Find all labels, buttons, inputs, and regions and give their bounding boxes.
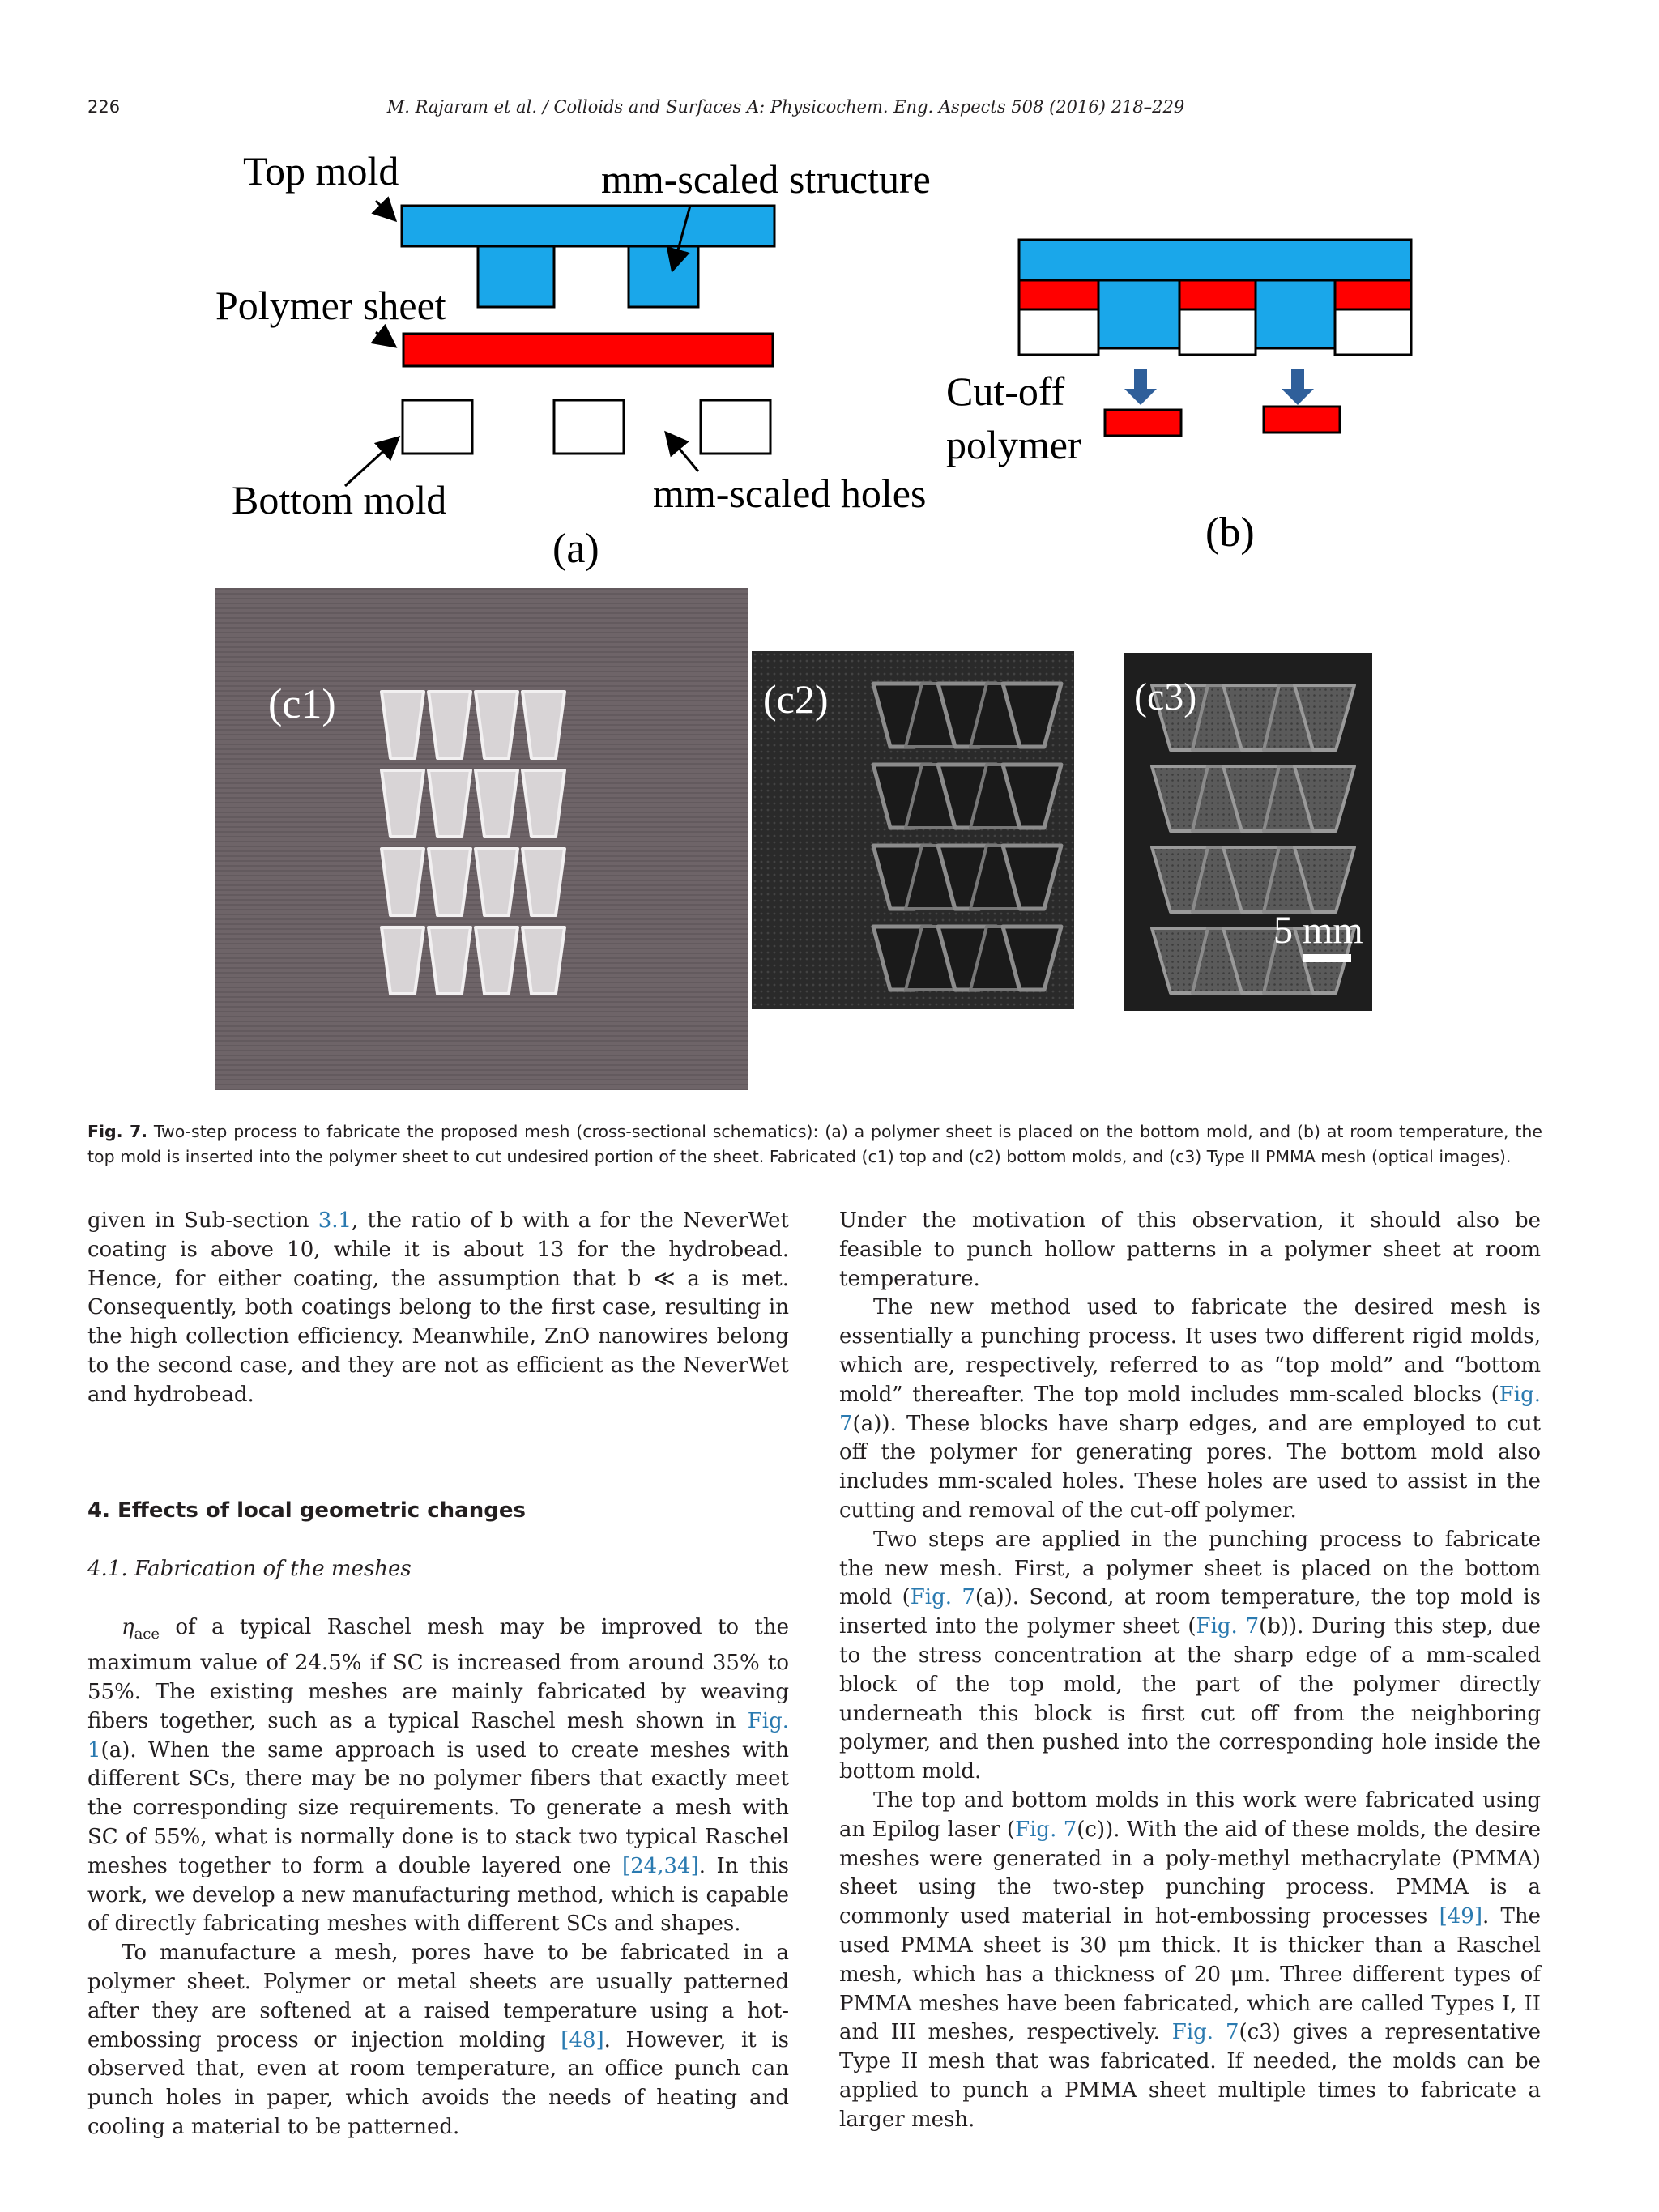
label-mm-scaled-structure: mm-scaled structure xyxy=(601,156,931,202)
trapezoid-mark xyxy=(429,849,471,915)
section-heading: 4. Effects of local geometric changes xyxy=(87,1498,526,1523)
b-bottom-mold-1 xyxy=(1019,309,1098,355)
trapezoid-mark xyxy=(476,927,518,994)
polymer-sheet xyxy=(403,334,773,366)
b-top-block-1 xyxy=(1098,280,1179,348)
running-title: M. Rajaram et al. / Colloids and Surfaces A: Physicochem. Eng. Aspects 508 (2016) 218–229 xyxy=(386,97,1185,117)
label-c2: (c2) xyxy=(763,676,829,722)
b-top-block-2 xyxy=(1256,280,1335,348)
down-arrow-icon xyxy=(1124,369,1157,405)
link-ref[interactable]: [49] xyxy=(1439,1904,1482,1929)
eta-symbol: η xyxy=(122,1615,134,1640)
photo-c2-bottom-mold xyxy=(752,651,1074,1009)
link-fig[interactable]: Fig. 7 xyxy=(1171,2020,1239,2045)
caption-label: Fig. 7. xyxy=(87,1122,147,1141)
b-polymer-segment-1 xyxy=(1019,280,1098,309)
link-ref[interactable]: [24,34] xyxy=(622,1853,699,1878)
link-ref[interactable]: [48] xyxy=(561,2027,604,2052)
trapezoid-mark xyxy=(429,692,471,758)
trapezoid-mark xyxy=(429,770,471,837)
text: (a). When the same approach is used to create meshes with different SCs, there may be no polymer fibers that exactly meet the corresponding size requirements. To generate a mesh with SC of 55%, what is normally done is to stack two typical Raschel meshes together to form a double layered one xyxy=(87,1737,789,1878)
text: (c3) gives a representative Type II mesh that was fabricated. If needed, the molds can be applied to punch a PMMA sheet multiple times to fabricate a larger mesh. xyxy=(839,2020,1541,2132)
b-polymer-segment-2 xyxy=(1179,280,1256,309)
top-mold-block-2 xyxy=(629,246,698,307)
link-subsection[interactable]: 3.1 xyxy=(318,1208,352,1233)
text: The new method used to fabricate the desired mesh is essentially a punching process. It uses two different rigid molds, which are, respectively, referred to as “top mold” and “bottom mold” thereafter. The top mold includes mm-scaled blocks ( xyxy=(839,1295,1541,1407)
label-polymer-sheet: Polymer sheet xyxy=(215,283,446,328)
label-top-mold: Top mold xyxy=(243,148,399,194)
right-column xyxy=(839,1207,1541,2135)
bottom-mold-block-2 xyxy=(554,400,624,454)
link-fig[interactable]: Fig. 1 xyxy=(87,1708,789,1762)
photo-c1-top-mold xyxy=(215,588,748,1090)
paragraph xyxy=(87,1939,789,2142)
paragraph: Under the motivation of this observation, it should also be feasible to punch hollow patterns in a polymer sheet at room temperature. xyxy=(839,1208,1541,1291)
b-polymer-segment-3 xyxy=(1335,280,1411,309)
label-bottom-mold: Bottom mold xyxy=(232,477,447,522)
text: given in Sub-section xyxy=(87,1208,318,1233)
paragraph xyxy=(839,1526,1541,1787)
trapezoid-mark xyxy=(476,770,518,837)
paragraph xyxy=(87,1207,789,1410)
arrow-top-mold xyxy=(376,201,395,220)
text: of a typical Raschel mesh may be improved to the maximum value of 24.5% if SC is increased from around 35% to 55%. The existing meshes are mainly fabricated by weaving fibers together, such as a typical Raschel mesh shown in xyxy=(87,1615,789,1733)
panel-label-b: (b) xyxy=(1205,509,1255,556)
text: (c)). With the aid of these molds, the desire meshes were generated in a poly-methyl methacrylate (PMMA) sheet using the two-step punching process. PMMA is a commonly used material in hot-embossing processes xyxy=(839,1817,1541,1929)
text: . The used PMMA sheet is 30 μm thick. It is thicker than a Raschel mesh, which has a thickness of 20 μm. Three different types of PMMA meshes have been fabricated, which are called Types I, II and III meshes, respectively. xyxy=(839,1904,1541,2045)
paragraph xyxy=(839,1787,1541,2135)
bottom-mold-block-1 xyxy=(403,400,472,454)
paragraph xyxy=(839,1294,1541,1525)
caption-text: Two-step process to fabricate the proposed mesh (cross-sectional schematics): (a) a polymer sheet is placed on the bottom mold, and (b) at room temperature, the top mold is inserted into the polymer sheet to cut undesired portion of the sheet. Fabricated (c1) top and (c2) bottom molds, and (c3) Type II PMMA mesh (optical images). xyxy=(87,1122,1542,1166)
link-fig[interactable]: Fig. 7 xyxy=(1015,1817,1077,1842)
text: (a)). These blocks have sharp edges, and are employed to cut off the polymer for generating pores. The bottom mold also includes mm-scaled holes. These holes are used to assist in the cutting and removal of the cut-off polymer. xyxy=(839,1411,1541,1523)
photo-c3-pmma-mesh xyxy=(1124,653,1372,1011)
trapezoid-mark xyxy=(429,927,471,994)
label-mm-scaled-holes: mm-scaled holes xyxy=(653,471,927,516)
arrow-polymer-sheet xyxy=(376,332,395,347)
trapezoid-mark xyxy=(382,692,424,758)
trapezoid-mark xyxy=(476,692,518,758)
top-mold-plate xyxy=(402,206,774,246)
trapezoid-mark xyxy=(382,849,424,915)
text: To manufacture a mesh, pores have to be fabricated in a polymer sheet. Polymer or metal sheets are usually patterned after they are softened at a raised temperature using a hot-embossing process or injection molding xyxy=(87,1941,789,2052)
trapezoid-mark xyxy=(522,770,565,837)
panel-label-a: (a) xyxy=(552,526,599,572)
trapezoid-mark xyxy=(382,770,424,837)
label-c3: (c3) xyxy=(1134,676,1197,718)
arrow-holes xyxy=(666,433,698,471)
link-fig[interactable]: Fig. 7 xyxy=(1196,1614,1260,1639)
left-column xyxy=(87,1207,789,2142)
b-bottom-mold-2 xyxy=(1179,309,1256,355)
text: Two steps are applied in the punching process to fabricate the new mesh. First, a polymer sheet is placed on the bottom mold ( xyxy=(839,1527,1541,1610)
b-bottom-mold-3 xyxy=(1335,309,1411,355)
text: (b)). During this step, due to the stress concentration at the sharp edge of a mm-scaled block of the top mold, the part of the polymer directly underneath this block is first cut off from the neighboring polymer, and then pushed into the corresponding hole inside the bottom mold. xyxy=(839,1614,1541,1784)
label-c1: (c1) xyxy=(268,681,336,727)
link-fig[interactable]: Fig. 7 xyxy=(839,1382,1541,1436)
b-cutoff-piece-1 xyxy=(1105,410,1181,436)
b-top-mold-plate xyxy=(1019,240,1411,280)
scale-bar-label: 5 mm xyxy=(1273,909,1363,952)
trapezoid-mark xyxy=(522,849,565,915)
top-mold-block-1 xyxy=(478,246,554,307)
figure-caption xyxy=(87,1119,1542,1170)
trapezoid-mark xyxy=(382,927,424,994)
label-cut-off: Cut-off xyxy=(946,369,1065,414)
trapezoid-mark xyxy=(522,692,565,758)
trapezoid-mark xyxy=(522,927,565,994)
paragraph xyxy=(87,1613,789,1939)
text: The top and bottom molds in this work were fabricated using an Epilog laser ( xyxy=(839,1788,1541,1842)
scale-bar xyxy=(1303,954,1351,962)
bottom-mold-block-3 xyxy=(701,400,770,454)
figure-7-schematic xyxy=(0,0,1659,583)
text: . However, it is observed that, even at room temperature, an office punch can punch holes in paper, which avoids the needs of heating and cooling a material to be patterned. xyxy=(87,2027,789,2139)
down-arrow-icon xyxy=(1282,369,1314,405)
b-cutoff-piece-2 xyxy=(1264,407,1340,433)
trapezoid-mark xyxy=(476,849,518,915)
text: (a)). Second, at room temperature, the top mold is inserted into the polymer sheet ( xyxy=(839,1585,1541,1639)
subscript: ace xyxy=(134,1626,160,1643)
text: , the ratio of b with a for the NeverWet coating is above 10, while it is about 13 for the hydrobead. Hence, for either coating, the assumption that b ≪ a is met. Consequently, both coatings belong to the first case, resulting in the high collection efficiency. Meanwhile, ZnO nanowires belong to the second case, and they are not as efficient as the NeverWet and hydrobead. xyxy=(87,1208,789,1407)
page-number: 226 xyxy=(87,97,121,117)
link-fig[interactable]: Fig. 7 xyxy=(910,1585,975,1610)
text: . In this work, we develop a new manufacturing method, which is capable of directly fabricating meshes with different SCs and shapes. xyxy=(87,1853,789,1937)
subsection-heading: 4.1. Fabrication of the meshes xyxy=(87,1557,412,1582)
label-polymer: polymer xyxy=(946,422,1081,467)
